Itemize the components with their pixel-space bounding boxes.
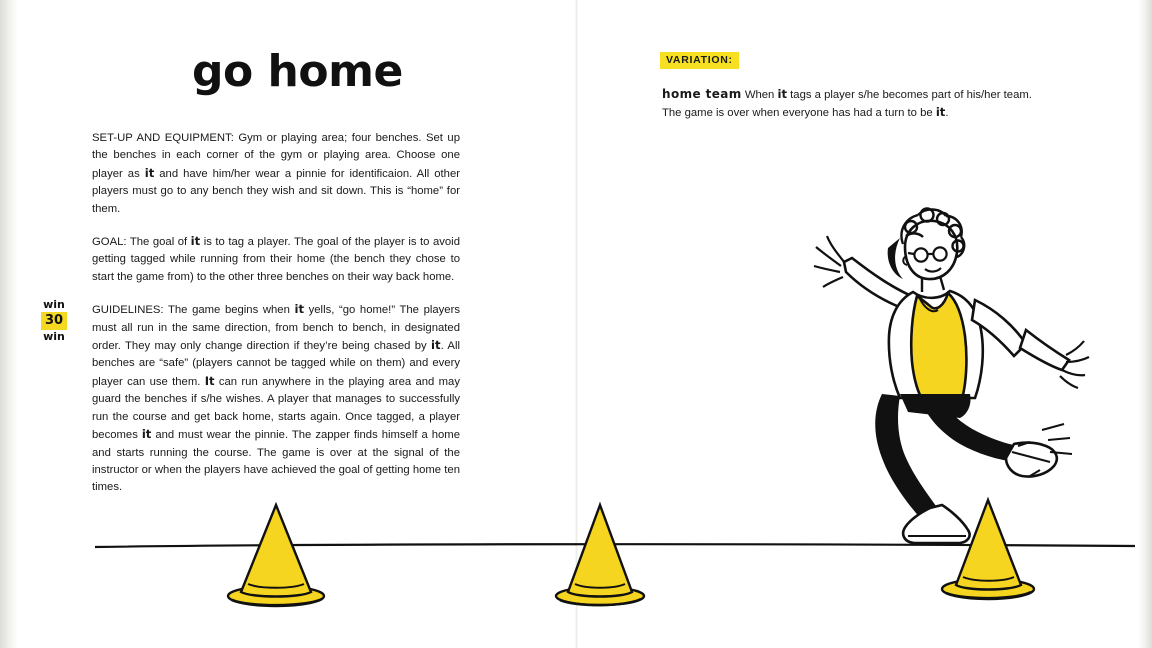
right-column bbox=[662, 86, 1044, 123]
guidelines-bold-1: it bbox=[294, 302, 305, 317]
setup-bold-1: it bbox=[144, 165, 155, 180]
variation-bold-2: it bbox=[935, 105, 946, 120]
motion-lines bbox=[1042, 424, 1072, 454]
running-player bbox=[814, 209, 1089, 544]
cone-2 bbox=[556, 505, 644, 605]
guidelines-bold-3: It bbox=[204, 373, 215, 388]
right-shoe bbox=[1006, 443, 1057, 477]
page-number: 30 bbox=[41, 312, 67, 330]
paragraph-setup bbox=[92, 130, 460, 218]
tshirt bbox=[889, 291, 983, 398]
guidelines-bold-2: it bbox=[431, 338, 441, 353]
left-hand bbox=[814, 236, 845, 287]
glasses bbox=[908, 247, 947, 261]
head bbox=[905, 221, 957, 279]
guidelines-text-2: yells, “go home!” The players must all run in the same direction, from bench to bench, in designated order. They may only change direction if they’re being chased by bbox=[92, 304, 460, 353]
guidelines-text-3: . All benches are “safe” (players cannot be tagged while on them) and every player can use them. bbox=[92, 340, 460, 388]
setup-text-1: Gym or playing area; four benches. Set up the benches in each corner of the gym or playing area. Choose one player as bbox=[92, 132, 460, 180]
paragraph-goal bbox=[92, 233, 460, 286]
right-hand bbox=[1060, 341, 1089, 388]
variation-text-2: tags a player s/he becomes part of his/her team. The game is over when everyone has had a turn to be bbox=[662, 89, 1032, 120]
guidelines-text-1: The game begins when bbox=[163, 304, 295, 317]
guidelines-text-4: can run anywhere in the playing area and may guard the benches if s/he wishes. A player that manages to successfully run the course and get back home, starts again. Once tagged, a player becomes bbox=[92, 375, 460, 442]
guidelines-bold-4: it bbox=[141, 427, 152, 442]
guidelines-text-5: and must wear the pinnie. The zapper finds himself a home and starts running the course. The game is over at the signal of the instructor or when the players have achieved the goal of getting home ten times. bbox=[92, 429, 460, 494]
paragraph-variation bbox=[662, 86, 1044, 123]
page-gutter bbox=[575, 0, 578, 648]
left-shoe bbox=[903, 505, 969, 543]
paragraph-guidelines bbox=[92, 301, 460, 496]
setup-label: SET-UP AND EQUIPMENT: bbox=[92, 132, 234, 144]
ground-line bbox=[95, 544, 1135, 547]
right-sleeve bbox=[972, 300, 1026, 356]
right-leg bbox=[920, 396, 1018, 462]
cone-3 bbox=[942, 500, 1034, 599]
guidelines-label: GUIDELINES: bbox=[92, 304, 164, 317]
mouth bbox=[925, 268, 941, 272]
variation-subhead: home team bbox=[662, 87, 742, 101]
page-edge-right bbox=[1138, 0, 1152, 648]
page-tab-top: win bbox=[43, 298, 65, 311]
variation-text-3: . bbox=[945, 107, 949, 120]
left-column bbox=[92, 130, 460, 512]
right-arm bbox=[1020, 330, 1069, 370]
page-title: go home bbox=[192, 46, 403, 97]
page-tab-bottom: win bbox=[43, 330, 65, 343]
goal-bold-1: it bbox=[190, 234, 201, 249]
page-tab bbox=[41, 298, 67, 344]
setup-text-2: and have him/her wear a pinnie for identificaion. All other players must go to any bench they wish and sit down. This is “home” for them. bbox=[92, 167, 460, 215]
left-arm bbox=[844, 258, 916, 312]
left-leg bbox=[875, 394, 936, 520]
tank-top bbox=[911, 293, 966, 399]
goal-text-1: The goal of bbox=[126, 236, 191, 249]
variation-label: VARIATION: bbox=[660, 52, 739, 69]
page-edge-left bbox=[0, 0, 18, 648]
goal-text-2: is to tag a player. The goal of the player is to avoid getting tagged while running from their home (the bench they chose to start the game from) to the other three benches on their way back home. bbox=[92, 236, 460, 283]
cone-1 bbox=[228, 505, 324, 606]
variation-text-1: When bbox=[741, 89, 778, 101]
hair bbox=[901, 209, 964, 258]
goal-label: GOAL: bbox=[92, 236, 127, 249]
variation-bold-1: it bbox=[777, 87, 788, 101]
